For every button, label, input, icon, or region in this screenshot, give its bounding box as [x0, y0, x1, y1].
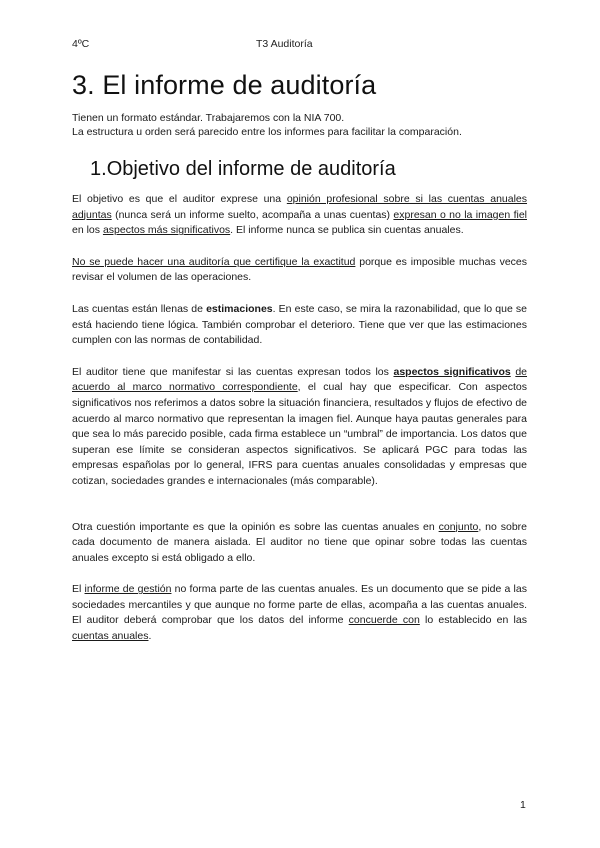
paragraph-conjunto: Otra cuestión importante es que la opinión es sobre las cuentas anuales en conjunto, no sobre cada documento de manera aislada. El auditor no tiene que opinar sobre todas las cuentas anuales excepto si está obligado a ello.: [72, 520, 528, 564]
paragraph-estimates: Las cuentas están llenas de estimaciones. En este caso, se mira la razonabilidad, que lo que se está haciendo tiene lógica. También comprobar el deterioro. Tiene que ver que las estimaciones cumplen con las normas de contabilidad.: [72, 302, 527, 347]
paragraph-significant-aspects: El auditor tiene que manifestar si las cuentas expresan todos los aspectos significativos de acuerdo al marco normativo correspondiente, el cual hay que especificar. Con aspectos significativos nos referimos a datos sobre la situación financiera, resultados y flujos de efectivo de acuerdo al marco normativo que representan la imagen fiel. Aunque haya pautas generales para que sea lo más parecido posible, cada firma establece un “umbral” de importancia. Los datos que superan ese límite se consideran aspectos significativos. Se aplicará PGC para todas las empresas españolas por lo general, IFRS para cuentas anuales consolidadas y empresas que cotizan, sociedades grandes e internacionales (más comparable).: [72, 365, 528, 487]
underlined-text: cuentas anuales: [72, 630, 149, 643]
paragraph-exactitude: No se puede hacer una auditoría que certifique la exactitud porque es imposible muchas veces revisar el volumen de las operaciones.: [72, 255, 528, 284]
underlined-text: informe de gestión: [84, 583, 172, 596]
document-body: [72, 192, 527, 645]
section-number: 1.: [90, 158, 107, 180]
underlined-text: No se puede hacer una auditoría que certifique la exactitud: [72, 255, 356, 268]
page-number: 1: [520, 799, 526, 811]
header-topic: T3 Auditoría: [256, 38, 313, 50]
underlined-text: expresan o no la imagen fiel: [393, 208, 527, 221]
page-title: 3. El informe de auditoría: [72, 70, 377, 100]
paragraph-informe-gestion: El informe de gestión no forma parte de las cuentas anuales. Es un documento que se pide a las sociedades mercantiles y que aunque no forme parte de ellas, acompaña a las cuentas anuales. El auditor deberá comprobar que los datos del informe concuerde con lo establecido en las cuentas anuales.: [72, 583, 527, 643]
section-heading: [90, 158, 396, 181]
section-title: Objetivo del informe de auditoría: [106, 158, 396, 180]
paragraph-objective: El objetivo es que el auditor exprese una opinión profesional sobre si las cuentas anuales adjuntas (nunca será un informe suelto, acompaña a unas cuentas) expresan o no la imagen fiel en los aspectos más significativos. El informe nunca se publica sin cuentas anuales.: [72, 193, 528, 237]
bold-underlined-text: aspectos significativos: [393, 365, 511, 378]
bold-text: estimaciones: [206, 302, 273, 315]
underlined-text: conjunto: [438, 520, 479, 533]
underlined-text: de acuerdo al marco normativo correspondiente: [72, 365, 528, 394]
underlined-text: opinión profesional sobre si las cuentas anuales adjuntas: [72, 193, 528, 221]
intro-line: Tienen un formato estándar. Trabajaremos con la NIA 700.: [72, 112, 345, 124]
underlined-text: aspectos más significativos: [102, 224, 231, 237]
underlined-text: concuerde con: [348, 614, 420, 627]
header-course: 4ºC: [72, 38, 90, 50]
intro-line: La estructura u orden será parecido entre los informes para facilitar la comparación.: [72, 126, 462, 138]
intro: [72, 111, 532, 139]
